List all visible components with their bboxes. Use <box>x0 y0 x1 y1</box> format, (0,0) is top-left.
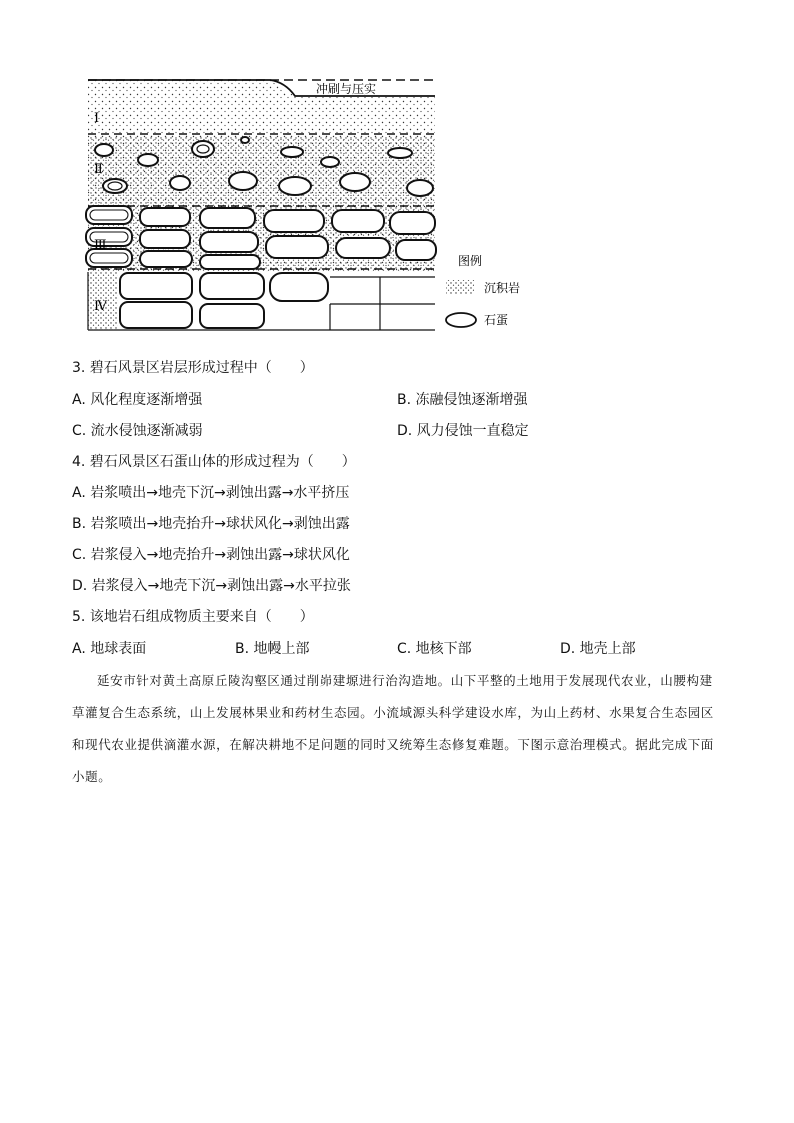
reading-passage <box>72 665 722 793</box>
question-3-option-d: D. 风力侵蚀一直稳定 <box>397 423 529 439</box>
question-4-stem: 4. 碧石风景区石蛋山体的形成过程为（ ） <box>72 454 356 470</box>
legend-sediment-swatch <box>446 280 474 294</box>
question-5-option-b: B. 地幔上部 <box>235 641 310 657</box>
question-3-option-b: B. 冻融侵蚀逐渐增强 <box>397 392 528 408</box>
legend-stone-swatch <box>446 313 476 327</box>
legend-stone-label: 石蛋 <box>484 313 509 327</box>
layer-label-3: Ⅲ <box>94 238 107 253</box>
question-4-option-d: D. 岩浆侵入→地壳下沉→剥蚀出露→水平拉张 <box>72 578 351 594</box>
annotation-erosion-compaction: 冲刷与压实 <box>316 82 377 96</box>
question-5-stem: 5. 该地岩石组成物质主要来自（ ） <box>72 609 314 625</box>
question-4-option-c: C. 岩浆侵入→地壳抬升→剥蚀出露→球状风化 <box>72 547 350 563</box>
layer-label-2: Ⅱ <box>94 162 103 177</box>
question-5-option-d: D. 地壳上部 <box>560 641 636 657</box>
question-5-option-c: C. 地核下部 <box>397 641 472 657</box>
layer-label-4: Ⅳ <box>94 299 107 314</box>
layer-label-1: Ⅰ <box>94 111 100 126</box>
legend-sediment-label: 沉积岩 <box>484 281 521 295</box>
question-3-stem: 3. 碧石风景区岩层形成过程中（ ） <box>72 360 314 376</box>
legend-title: 图例 <box>458 254 483 268</box>
question-4-option-a: A. 岩浆喷出→地壳下沉→剥蚀出露→水平挤压 <box>72 485 350 501</box>
question-3-option-c: C. 流水侵蚀逐渐减弱 <box>72 423 203 439</box>
rock-layer-figure <box>80 72 540 340</box>
question-5-option-a: A. 地球表面 <box>72 641 147 657</box>
question-3-option-a: A. 风化程度逐渐增强 <box>72 392 203 408</box>
question-4-option-b: B. 岩浆喷出→地壳抬升→球状风化→剥蚀出露 <box>72 516 350 532</box>
passage-text: 延安市针对黄土高原丘陵沟壑区通过削峁建塬进行治沟造地。山下平整的土地用于发展现代农业，山腰构建草灌复合生态系统，山上发展林果业和药材生态园。小流域源头科学建设水库，为山上药材、水果复合生态园区和现代农业提供滴灌水源，在解决耕地不足问题的同时又统筹生态修复难题。下图示意治理模式。据此完成下面小题。 <box>72 673 714 784</box>
